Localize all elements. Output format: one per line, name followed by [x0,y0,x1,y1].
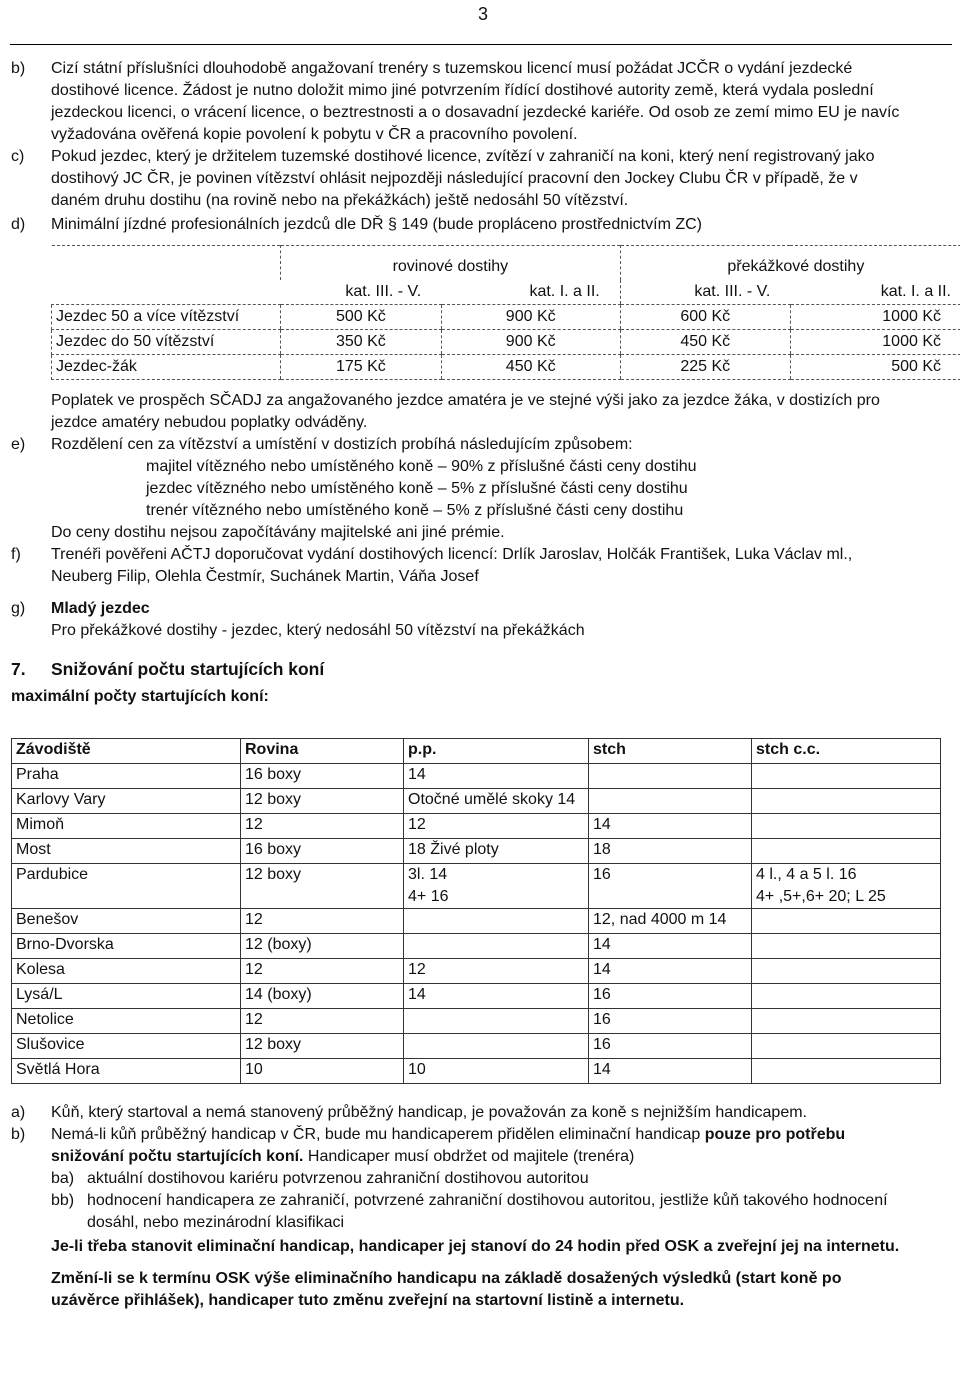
page-number: 3 [478,4,489,24]
venue-cell: 12 [404,814,589,839]
venue-cell [752,909,941,934]
fee-row-label: Jezdec-žák [52,355,281,380]
table-row [52,330,960,355]
venue-cell: Pardubice [12,864,241,909]
handicap-b-bold: pouze pro potřebu [704,1126,846,1143]
fee-cell: 1000 Kč [790,305,960,330]
handicap-a [11,1102,951,1124]
item-d [11,214,951,236]
column-header: Závodiště [12,739,241,764]
venue-cell: 18 [589,839,752,864]
fee-cell: 175 Kč [281,355,442,380]
venue-header-row [12,739,941,764]
venue-cell: Netolice [12,1009,241,1034]
item-b-line: jezdeckou licenci, o vrácení licence, o beztrestnosti a o dosavadní jezdecké kariéře. Od osob ze zemí mimo EU je navíc [51,104,900,121]
venue-cell: Slušovice [12,1034,241,1059]
venue-cell: 12 [241,1009,404,1034]
venue-cell [752,764,941,789]
venue-cell: 14 [589,814,752,839]
section-title: Snižování počtu startujících koní [51,659,325,679]
venue-cell: 10 [404,1059,589,1084]
venue-cell: 14 [589,934,752,959]
handicap-ba [11,1168,951,1190]
venue-cell: Mimoň [12,814,241,839]
venue-cell: 14 (boxy) [241,984,404,1009]
prize-jockey: jezdec vítězného nebo umístěného koně – 5% z příslušné části ceny dostihu [146,480,688,497]
item-c-line: daném druhu dostihu (na rovině nebo na překážkách) ještě nedosáhl 50 vítězství. [51,192,629,209]
handicap-ba-text: aktuální dostihovou kariéru potvrzenou zahraniční dostihovou autoritou [87,1170,589,1187]
item-b-line: Cizí státní příslušníci dlouhodobě angažovaní trenéry s tuzemskou licencí musí požádat JCČR o vydání jezdecké [51,60,853,77]
handicap-bold-paragraph: Je-li třeba stanovit eliminační handicap, handicaper jej stanoví do 24 hodin před OSK a zveřejní jej na internetu. [51,1238,900,1255]
venue-cell [404,934,589,959]
item-c [11,146,951,168]
venue-cell: 12 boxy [241,864,404,909]
column-header: p.p. [404,739,589,764]
handicap-bold-paragraph: uzávěrce přihlášek), handicaper tuto změnu zveřejní na startovní listině a internetu. [51,1292,685,1309]
venue-cell: 16 boxy [241,839,404,864]
venue-cell [404,1034,589,1059]
venue-cell [589,789,752,814]
item-b [11,58,951,80]
prize-footer: Do ceny dostihu nejsou započítávány majitelské ani jiné prémie. [51,524,505,541]
venue-cell: 3l. 14 4+ 16 [404,864,589,909]
venue-cell: Most [12,839,241,864]
item-g [11,598,951,620]
table-row [12,839,941,864]
venue-cell [752,959,941,984]
item-label: bb) [51,1192,75,1209]
item-label: b) [11,1126,26,1143]
cat-header: kat. III. - V. [281,280,442,305]
venue-cell: 14 [404,984,589,1009]
venue-cell [752,934,941,959]
cat-header: kat. I. a II. [441,280,620,305]
venue-cell: Kolesa [12,959,241,984]
venue-cell: 10 [241,1059,404,1084]
item-f-line: Neuberg Filip, Olehla Čestmír, Suchánek Martin, Váňa Josef [51,568,479,585]
venue-cell: 12 [241,909,404,934]
item-e [11,434,951,456]
fee-category-header [52,280,960,305]
venue-cell [752,789,941,814]
item-b-line: vyžadována ověřená kopie povolení k pobytu v ČR a pracovního povolení. [51,126,578,143]
table-row [12,764,941,789]
venue-cell: Benešov [12,909,241,934]
venue-cell: Praha [12,764,241,789]
item-label: ba) [51,1170,75,1187]
header-rule [10,44,952,45]
fee-cell: 900 Kč [441,330,620,355]
venue-cell: 16 [589,1034,752,1059]
handicap-bb-text: hodnocení handicapera ze zahraničí, potvrzené zahraniční dostihovou autoritou, jestliže kůň takového hodnocení [87,1192,888,1209]
group-flat: rovinové dostihy [281,246,621,281]
fee-cell: 450 Kč [441,355,620,380]
venue-cell: 16 [589,984,752,1009]
handicap-b-bold: snižování počtu startujících koní. [51,1148,304,1165]
item-e-text: Rozdělení cen za vítězství a umístění v dostizích probíhá následujícím způsobem: [51,436,633,453]
fee-cell: 1000 Kč [790,330,960,355]
cat-header: kat. I. a II. [790,280,960,305]
item-f-line: Trenéři pověřeni AČTJ doporučovat vydání dostihových licencí: Drlík Jaroslav, Holčák František, Luka Václav ml., [51,546,853,563]
venue-cell: 18 Živé ploty [404,839,589,864]
table-row [12,934,941,959]
document-body [11,58,951,1312]
prize-trainer: trenér vítězného nebo umístěného koně – 5% z příslušné části ceny dostihu [146,502,684,519]
table-row [12,959,941,984]
fee-cell: 225 Kč [620,355,790,380]
fee-group-header [52,246,960,281]
venue-cell: 12, nad 4000 m 14 [589,909,752,934]
jockey-fee-table [51,245,960,380]
item-c-line: dostihový JC ČR, je povinen vítězství ohlásit nejpozději následující pracovní den Jockey Clubu ČR v případě, že v [51,170,858,187]
venue-cell: 12 [241,959,404,984]
venue-cell: Lysá/L [12,984,241,1009]
fee-note: jezdce amatéry nebudou poplatky odváděny. [51,414,368,431]
venue-cell [404,1009,589,1034]
venue-cell [404,909,589,934]
fee-row-label: Jezdec 50 a více vítězství [52,305,281,330]
venue-cell: 12 [404,959,589,984]
venue-cell: 14 [589,1059,752,1084]
section-number: 7. [11,659,26,679]
venue-cell: 12 boxy [241,789,404,814]
venue-cell [752,1034,941,1059]
handicap-bb [11,1190,951,1212]
fee-cell: 350 Kč [281,330,442,355]
handicap-bb-text: dosáhl, nebo mezinárodní klasifikaci [87,1214,345,1231]
fee-cell: 600 Kč [620,305,790,330]
venue-cell: 16 boxy [241,764,404,789]
table-row [12,984,941,1009]
venue-cell [752,1059,941,1084]
item-label: b) [11,60,26,77]
table-row [12,814,941,839]
handicap-b [11,1124,951,1146]
fee-cell: 500 Kč [790,355,960,380]
item-label: d) [11,216,26,233]
cat-header: kat. III. - V. [620,280,790,305]
column-header: Rovina [241,739,404,764]
item-label: c) [11,148,25,165]
venue-cell [752,839,941,864]
venue-cell: 14 [589,959,752,984]
item-d-text: Minimální jízdné profesionálních jezdců dle DŘ § 149 (bude propláceno prostřednictvím ZC) [51,216,702,233]
table-row [12,1034,941,1059]
venue-cell: 4 l., 4 a 5 l. 16 4+ ,5+,6+ 20; L 25 [752,864,941,909]
venue-cell: Karlovy Vary [12,789,241,814]
prize-owner: majitel vítězného nebo umístěného koně – 90% z příslušné části ceny dostihu [146,458,697,475]
handicap-bold-paragraph: Změní-li se k termínu OSK výše eliminačního handicapu na základě dosažených výsledků (start koně po [51,1270,842,1287]
item-g-title: Mladý jezdec [51,600,150,617]
item-label: g) [11,600,26,617]
fee-cell: 450 Kč [620,330,790,355]
venue-cell: 12 boxy [241,1034,404,1059]
handicap-b-text: Nemá-li kůň průběžný handicap v ČR, bude mu handicaperem přidělen eliminační handicap [51,1126,705,1143]
venue-cell [752,1009,941,1034]
item-label: e) [11,436,26,453]
venue-cell [752,814,941,839]
group-jump: překážkové dostihy [620,246,960,281]
fee-note: Poplatek ve prospěch SČADJ za angažovaného jezdce amatéra je ve stejné výši jako za jezdce žáka, v dostizích pro [51,392,880,409]
venue-cell [589,764,752,789]
venue-cell: 12 (boxy) [241,934,404,959]
item-f [11,544,951,566]
handicap-a-text: Kůň, který startoval a nemá stanovený průběžný handicap, je považován za koně s nejnižším handicapem. [51,1104,807,1121]
venue-cell: 16 [589,864,752,909]
venue-cell: 16 [589,1009,752,1034]
table-row [12,909,941,934]
item-g-text: Pro překážkové dostihy - jezdec, který nedosáhl 50 vítězství na překážkách [51,622,585,639]
venue-table-body [12,764,941,1084]
fee-cell: 500 Kč [281,305,442,330]
section-subtitle: maximální počty startujících koní: [11,688,269,705]
venue-cell [752,984,941,1009]
item-c-line: Pokud jezdec, který je držitelem tuzemské dostihové licence, zvítězí v zahraničí na koni, který není registrovaný jako [51,148,875,165]
fee-cell: 900 Kč [441,305,620,330]
venue-cell: 14 [404,764,589,789]
venue-cell: Světlá Hora [12,1059,241,1084]
item-label: f) [11,546,21,563]
table-row [12,864,941,909]
table-row [12,1059,941,1084]
column-header: stch c.c. [752,739,941,764]
table-row [52,355,960,380]
fee-row-label: Jezdec do 50 vítězství [52,330,281,355]
venue-cell: 12 [241,814,404,839]
item-label: a) [11,1104,26,1121]
section-7-heading [11,658,951,680]
venue-cell: Otočné umělé skoky 14 [404,789,589,814]
item-b-line: dostihové licence. Žádost je nutno doložit mimo jiné potvrzením řídící dostihové autority země, která vydala poslední [51,82,874,99]
table-row [12,1009,941,1034]
column-header: stch [589,739,752,764]
venue-table [11,738,941,1084]
table-row [12,789,941,814]
venue-cell: Brno-Dvorska [12,934,241,959]
handicap-b-text: Handicaper musí obdržet od majitele (trenéra) [303,1148,635,1165]
table-row [52,305,960,330]
